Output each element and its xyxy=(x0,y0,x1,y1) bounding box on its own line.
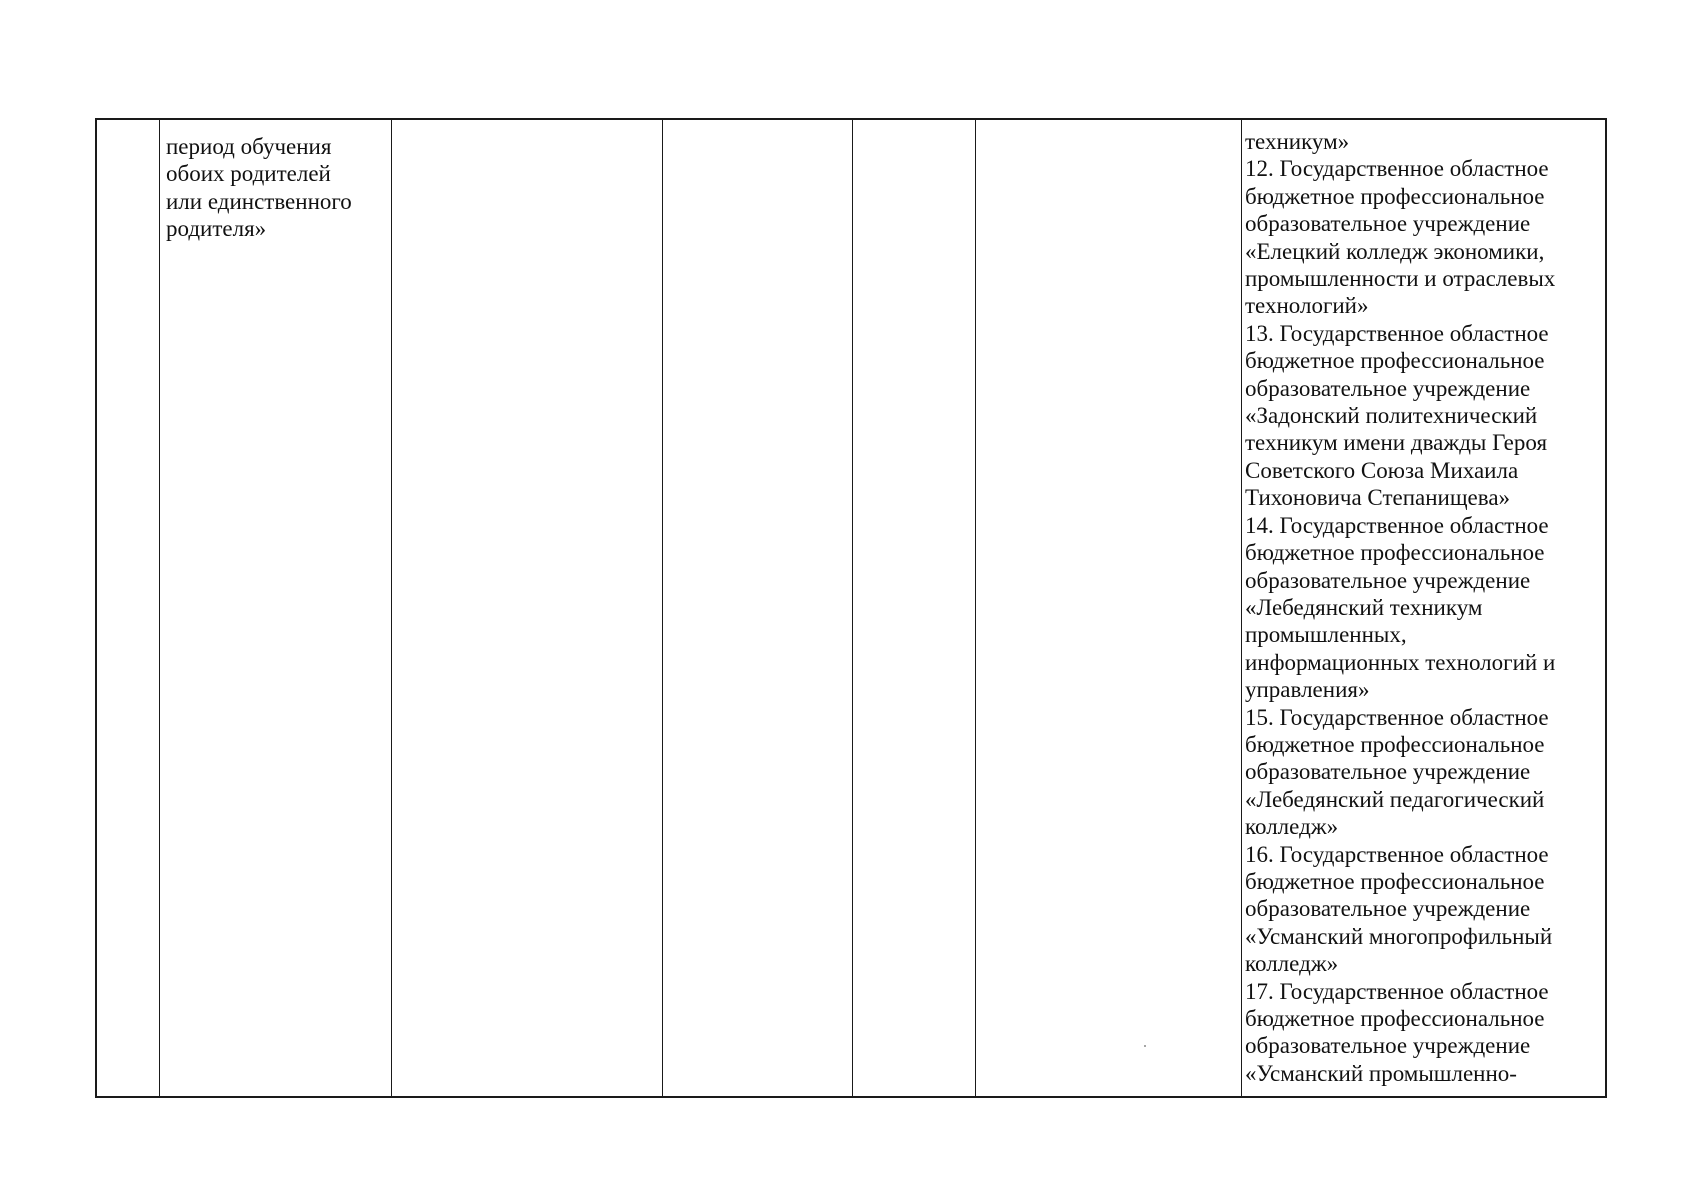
text-line: 15. Государственное областное xyxy=(1245,704,1549,730)
text-line: 16. Государственное областное xyxy=(1245,841,1549,867)
text-line: образовательное учреждение xyxy=(1245,375,1531,401)
text-line: «Лебедянский техникум xyxy=(1245,594,1483,620)
text-line: колледж» xyxy=(1245,814,1339,840)
text-line: обоих родителей xyxy=(166,161,331,187)
scan-speck xyxy=(1144,1045,1146,1047)
text-line: промышленных, xyxy=(1245,622,1407,648)
text-line: образовательное учреждение xyxy=(1245,567,1531,593)
text-line: или единственного xyxy=(166,188,352,214)
text-line: 12. Государственное областное xyxy=(1245,156,1549,182)
institutions-list-cell xyxy=(1245,128,1555,1087)
text-line: «Елецкий колледж экономики, xyxy=(1245,238,1545,264)
category-description-cell xyxy=(166,133,352,243)
text-line: 13. Государственное областное xyxy=(1245,320,1549,346)
document-table xyxy=(95,118,1607,1098)
text-line: бюджетное профессиональное xyxy=(1245,731,1545,757)
text-line: Тихоновича Степанищева» xyxy=(1245,485,1511,511)
text-line: колледж» xyxy=(1245,951,1339,977)
column-divider-3 xyxy=(662,120,663,1096)
text-line: образовательное учреждение xyxy=(1245,211,1531,237)
text-line: бюджетное профессиональное xyxy=(1245,183,1545,209)
text-line: «Задонский политехнический xyxy=(1245,403,1538,429)
text-line: Советского Союза Михаила xyxy=(1245,457,1519,483)
column-divider-4 xyxy=(852,120,853,1096)
column-divider-6 xyxy=(1241,120,1242,1096)
text-line: родителя» xyxy=(166,216,267,242)
text-line: промышленности и отраслевых xyxy=(1245,266,1556,292)
text-line: информационных технологий и xyxy=(1245,649,1556,675)
text-line: «Усманский многопрофильный xyxy=(1245,923,1553,949)
column-divider-1 xyxy=(159,120,160,1096)
text-line: 14. Государственное областное xyxy=(1245,512,1549,538)
text-line: «Усманский промышленно- xyxy=(1245,1060,1517,1086)
text-line: образовательное учреждение xyxy=(1245,1033,1531,1059)
text-line: технологий» xyxy=(1245,293,1369,319)
column-divider-2 xyxy=(391,120,392,1096)
text-line: техникум» xyxy=(1245,129,1350,154)
column-divider-5 xyxy=(975,120,976,1096)
text-line: период обучения xyxy=(166,134,332,159)
text-line: бюджетное профессиональное xyxy=(1245,540,1545,566)
text-line: 17. Государственное областное xyxy=(1245,978,1549,1004)
text-line: бюджетное профессиональное xyxy=(1245,868,1545,894)
text-line: управления» xyxy=(1245,677,1370,703)
text-line: бюджетное профессиональное xyxy=(1245,1006,1545,1031)
text-line: образовательное учреждение xyxy=(1245,759,1531,785)
text-line: бюджетное профессиональное xyxy=(1245,348,1545,374)
text-line: техникум имени дважды Героя xyxy=(1245,430,1548,456)
text-line: «Лебедянский педагогический xyxy=(1245,786,1545,812)
text-line: образовательное учреждение xyxy=(1245,896,1531,922)
